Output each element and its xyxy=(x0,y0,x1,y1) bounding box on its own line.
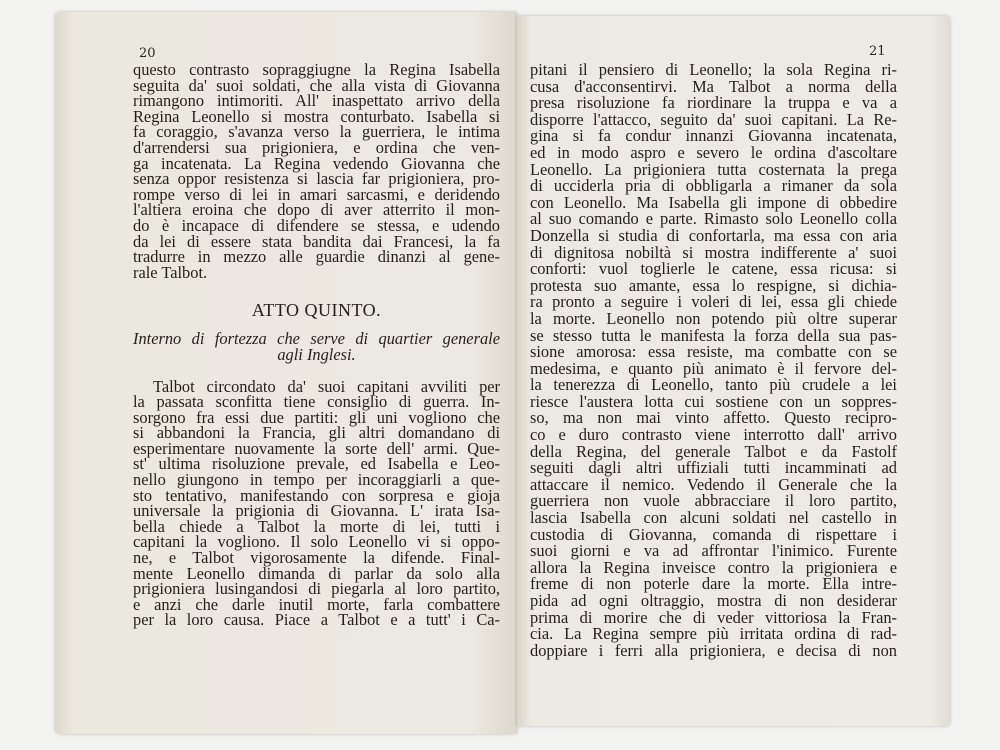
right-text-column xyxy=(530,62,897,659)
text-line: esperimentare nuovamente la sorte dell' armi. Que- xyxy=(133,438,500,458)
text-line: protesta suo amante, essa lo respigne, si dichia- xyxy=(530,275,897,295)
text-line: e anzi che darle inutil morte, farla combattere xyxy=(133,594,500,614)
text-line: cia. La Regina sempre più irritata ordina di rad- xyxy=(530,624,897,644)
text-line: la morte. Leonello non potendo più oltre superar xyxy=(530,308,897,328)
text-line: rale Talbot. xyxy=(133,262,208,282)
text-line: freme di non poterle dare la morte. Ella intre- xyxy=(530,574,897,594)
text-line: suoi giorni e va ad affrontar l'inimico. Furente xyxy=(530,541,897,561)
paragraph xyxy=(133,62,500,280)
text-line: capitani la vogliono. Il solo Leonello vi si oppo- xyxy=(133,532,500,552)
text-line: sto tentativo, manifestando con sorpresa e gioja xyxy=(133,485,500,505)
text-line: do è incapace di difendere se stessa, e udendo xyxy=(133,215,500,235)
text-line: bella chiede a Talbot la morte di lei, tutti i xyxy=(133,516,500,536)
text-line: rimangono intimoriti. All' inaspettato arrivo della xyxy=(133,91,500,111)
text-line: riesce l'austera lotta cui sostiene con un soppres- xyxy=(530,391,897,411)
text-line: attaccare il nemico. Vedendo il Generale che la xyxy=(530,474,897,494)
text-line: ga incatenata. La Regina vedendo Giovanna che xyxy=(133,153,500,173)
text-line: Talbot circondato da' suoi capitani avviliti per xyxy=(153,376,500,396)
text-line: prigioniera lusingandosi di piegarla al loro partito, xyxy=(133,579,500,599)
text-line: se stesso tutta le manifesta la forza della sua pas- xyxy=(530,325,897,345)
text-line: prima di morire che di veder vittoriosa la Fran- xyxy=(530,607,897,627)
text-line: l'altiera eroina che dopo di aver atterrito il mon- xyxy=(133,200,500,220)
text-line: senza oppor resistenza si lascia far prigioniera, pro- xyxy=(133,169,500,189)
text-line: Leonello. La prigioniera tutta costernata la prega xyxy=(530,159,897,179)
text-line: d'arrendersi sua prigioniera, e ordina che ven- xyxy=(133,137,500,157)
text-line: medesima, e quanto più animato è il fervore del- xyxy=(530,358,897,378)
left-text-column xyxy=(133,62,500,628)
text-line: presa risoluzione fa riordinare la truppa e va a xyxy=(530,93,897,113)
text-line: agli Inglesi. xyxy=(277,344,356,364)
text-line: ne, e Talbot vigorosamente la difende. Final- xyxy=(133,548,500,568)
text-line: pitani il pensiero di Leonello; la sola Regina ri- xyxy=(530,60,897,79)
text-line: da lei di essere stata bandita dai Francesi, la fa xyxy=(133,231,500,251)
text-line: cusa d'acconsentirvi. Ma Talbot a norma della xyxy=(530,76,897,96)
text-line: pida ad ogni oltraggio, mostra di non desiderar xyxy=(530,591,897,610)
act-heading: ATTO QUINTO. xyxy=(251,300,382,321)
text-line: per la loro causa. Piace a Talbot e a tutt' i Ca- xyxy=(133,610,500,630)
left-page xyxy=(55,12,517,734)
text-line: sione amorosa: essa resiste, ma combatte con se xyxy=(530,342,897,362)
text-line: fa coraggio, s'avanza verso la guerriera, le intima xyxy=(133,122,500,142)
text-line: lascia Isabella con alcuni soldati nel castello in xyxy=(530,508,897,528)
text-line: nello giungono in tempo per incoraggiarli a que- xyxy=(133,470,500,490)
text-line: allora la Regina inveisce contro la prigioniera e xyxy=(530,557,897,577)
text-line: guerriera non vuole abbracciare il loro partito, xyxy=(530,491,897,511)
text-line: doppiare i ferri alla prigioniera, e decisa di non xyxy=(530,640,897,660)
text-line: universale la prigionia di Giovanna. L' irata Isa- xyxy=(133,501,500,521)
text-line: gina si fa condur innanzi Giovanna incatenata, xyxy=(530,126,897,146)
text-line: conforti: vuol toglierle le catene, essa ricusa: si xyxy=(530,259,897,279)
paragraph xyxy=(133,376,500,630)
text-line: Regina Leonello si mostra conturbato. Isabella si xyxy=(133,106,500,126)
page-number: 21 xyxy=(869,44,886,59)
text-line: so, ma non mai vinto affetto. Questo recipro- xyxy=(530,408,897,428)
text-line: mente Leonello dimanda di parlar da solo alla xyxy=(133,563,500,583)
text-line: Donzella si studia di confortarla, ma essa con aria xyxy=(530,225,897,245)
text-line: la passata sconfitta tiene consiglio di guerra. In- xyxy=(133,392,500,412)
right-page xyxy=(517,16,950,726)
text-line: co e duro contrasto viene interrotto dall' arrivo xyxy=(530,425,897,445)
text-line: questo contrasto sopraggiugne la Regina Isabella xyxy=(133,60,500,79)
text-line: di dignitosa nobiltà si mostra indifferente a' suoi xyxy=(530,242,897,262)
text-line: tradurre in mezzo alle guardie dinanzi al gene- xyxy=(133,247,500,267)
text-line: della Regina, del generale Talbot e da Fastolf xyxy=(530,441,897,461)
text-line: ra pronto a seguire i voleri di lei, essa gli chiede xyxy=(530,292,897,312)
text-line: rompe verso di lei in amari sarcasmi, e deridendo xyxy=(133,184,500,204)
text-line: disporre l'attacco, seguito da' suoi capitani. La Re- xyxy=(530,109,897,129)
text-line: st' ultima risoluzione prevale, ed Isabella e Leo- xyxy=(133,454,500,474)
text-line: Interno di fortezza che serve di quartier generale xyxy=(133,329,500,349)
text-line: seguita da' suoi soldati, che alla vista di Giovanna xyxy=(133,75,500,95)
text-line: con Leonello. Ma Isabella gli impone di obbedire xyxy=(530,192,897,212)
scene-description xyxy=(133,331,500,362)
text-line: sorgono fra essi due partiti: gli uni vogliono che xyxy=(133,407,500,427)
text-line: di ucciderla pria di obbligarla a rimaner da sola xyxy=(530,176,897,196)
text-line: la tenerezza di Leonello, tanto più crudele a lei xyxy=(530,375,897,395)
page-number: 20 xyxy=(139,46,156,61)
text-line: custodia di Giovanna, comanda di rispettare i xyxy=(530,524,897,544)
text-line: ed in modo aspro e severo le ordina d'ascoltare xyxy=(530,142,897,162)
text-line: seguiti dagli altri uffiziali tutti incamminati ad xyxy=(530,458,897,478)
text-line: si abbandoni la Francia, gli altri domandano di xyxy=(133,423,500,443)
text-line: al suo comando e parte. Rimasto solo Leonello colla xyxy=(530,209,897,229)
